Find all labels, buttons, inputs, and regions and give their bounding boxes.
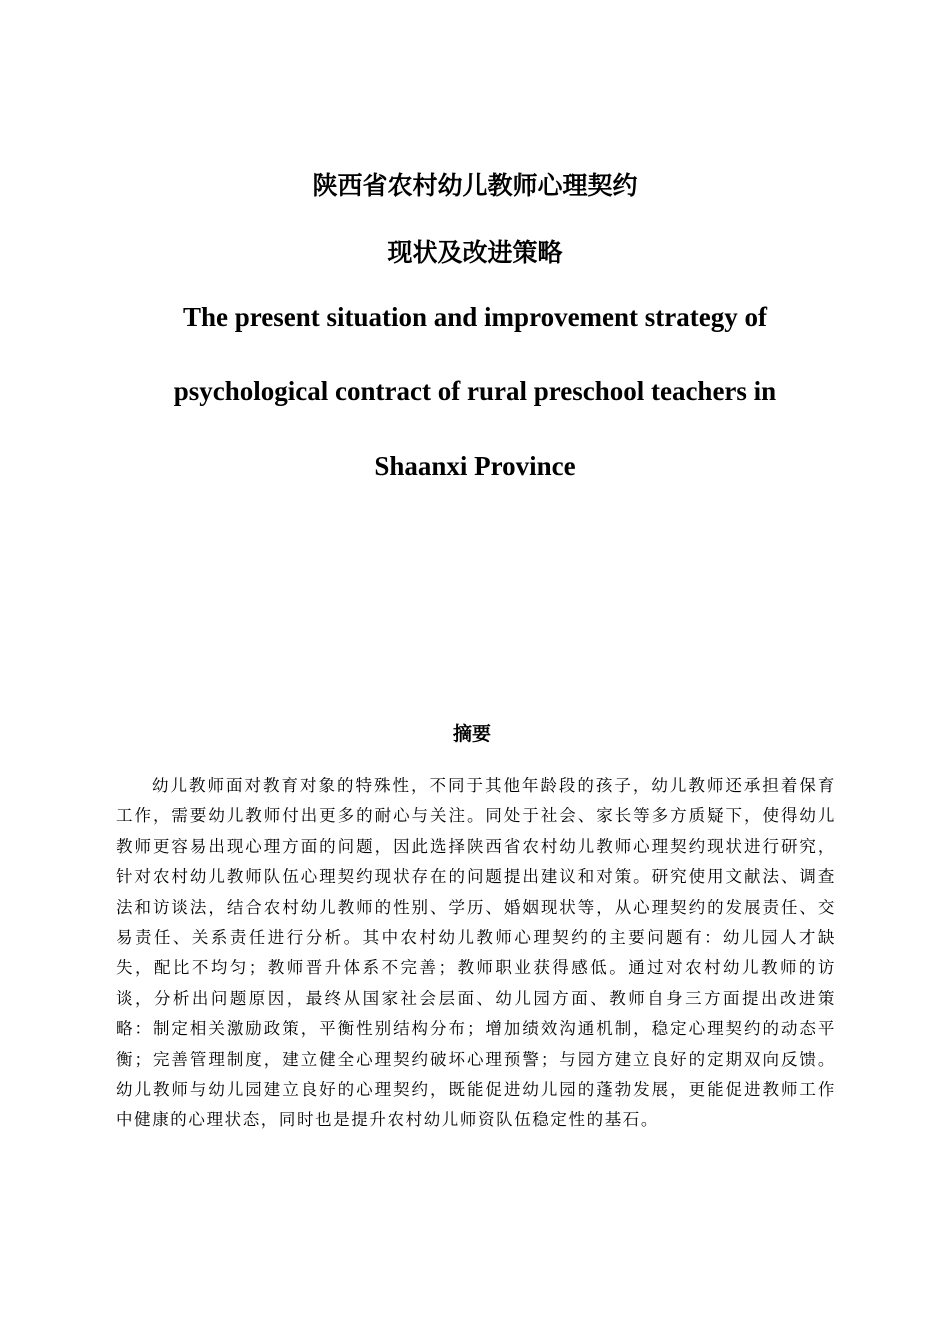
abstract-body: 幼儿教师面对教育对象的特殊性，不同于其他年龄段的孩子，幼儿教师还承担着保育工作，需要幼儿教师付出更多的耐心与关注。同处于社会、家长等多方质疑下，使得幼儿教师更容易出现心理方面的问题，因此选择陕西省农村幼儿教师心理契约现状进行研究，针对农村幼儿教师队伍心理契约现状存在的问题提出建议和对策。研究使用文献法、调查法和访谈法，结合农村幼儿教师的性别、学历、婚姻现状等，从心理契约的发展责任、交易责任、关系责任进行分析。其中农村幼儿教师心理契约的主要问题有：幼儿园人才缺失，配比不均匀；教师晋升体系不完善；教师职业获得感低。通过对农村幼儿教师的访谈，分析出问题原因，最终从国家社会层面、幼儿园方面、教师自身三方面提出改进策略：制定相关激励政策，平衡性别结构分布；增加绩效沟通机制，稳定心理契约的动态平衡；完善管理制度，建立健全心理契约破坏心理预警；与园方建立良好的定期双向反馈。幼儿教师与幼儿园建立良好的心理契约，既能促进幼儿园的蓬勃发展，更能促进教师工作中健康的心理状态，同时也是提升农村幼儿师资队伍稳定性的基石。 <box>116 776 836 1130</box>
chinese-title-line-1: 陕西省农村幼儿教师心理契约 <box>312 171 638 200</box>
abstract-heading: 摘要 <box>452 723 491 745</box>
english-title-line-3: Shaanxi Province <box>374 451 576 481</box>
english-title-line-2: psychological contract of rural preschool teachers in <box>173 376 777 406</box>
english-title-line-1: The present situation and improvement strategy of <box>183 302 767 332</box>
chinese-title-line-2: 现状及改进策略 <box>387 238 563 267</box>
